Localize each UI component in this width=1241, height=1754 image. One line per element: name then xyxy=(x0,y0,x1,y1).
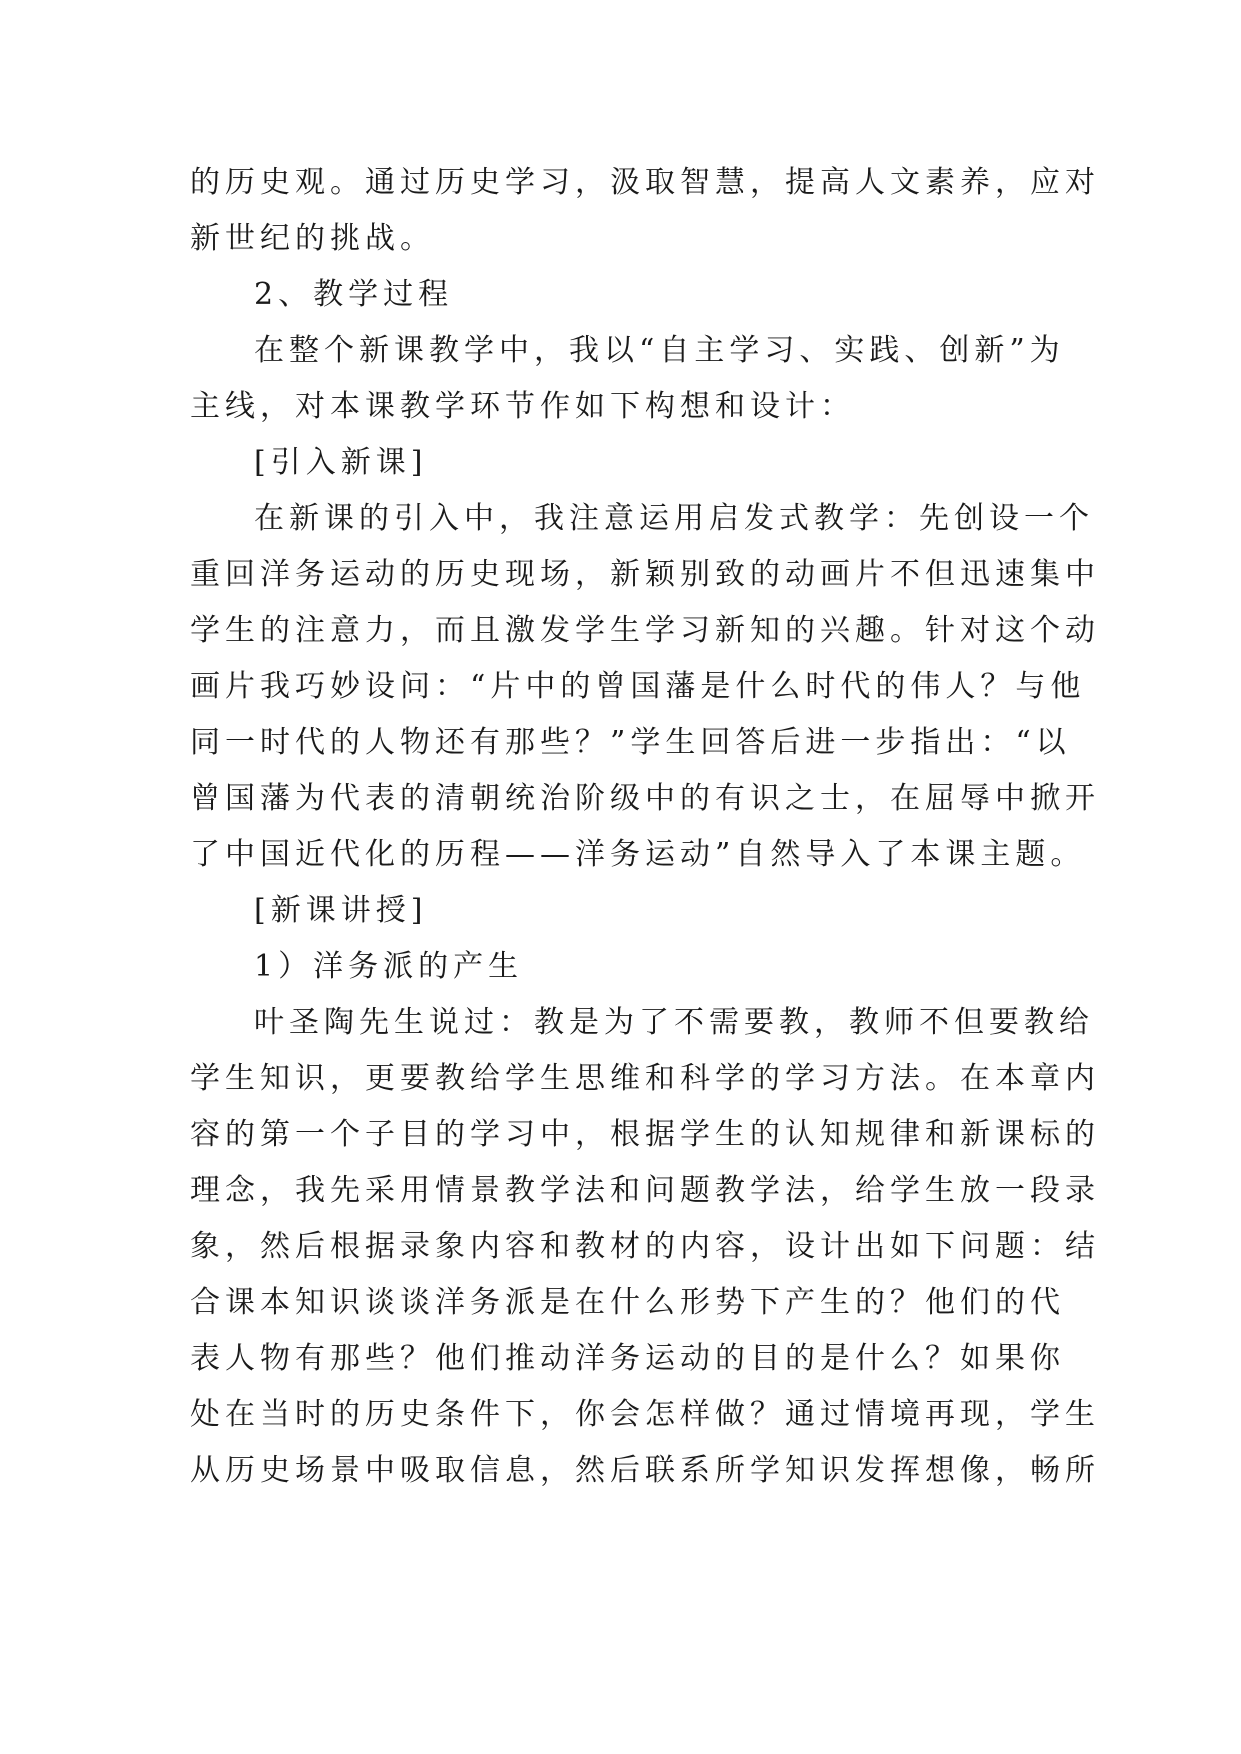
text-line: 学生知识，更要教给学生思维和科学的学习方法。在本章内 xyxy=(190,1061,1100,1096)
text-line: 从历史场景中吸取信息，然后联系所学知识发挥想像，畅所 xyxy=(190,1453,1100,1488)
text-line: 2、教学过程 xyxy=(254,277,454,312)
text-line: 画片我巧妙设问：“片中的曾国藩是什么时代的伟人？与他 xyxy=(190,669,1086,704)
text-line: [引入新课] xyxy=(254,445,428,480)
text-line: 容的第一个子目的学习中，根据学生的认知规律和新课标的 xyxy=(190,1117,1100,1152)
text-line: 了中国近代化的历程——洋务运动”自然导入了本课主题。 xyxy=(190,837,1086,872)
text-line: 处在当时的历史条件下，你会怎样做？通过情境再现，学生 xyxy=(190,1397,1100,1432)
text-line: 新世纪的挑战。 xyxy=(190,221,435,256)
text-line: 表人物有那些？他们推动洋务运动的目的是什么？如果你 xyxy=(190,1341,1065,1376)
text-line: 理念，我先采用情景教学法和问题教学法，给学生放一段录 xyxy=(190,1173,1100,1208)
text-line: 曾国藩为代表的清朝统治阶级中的有识之士，在屈辱中掀开 xyxy=(190,781,1100,816)
text-line: 1）洋务派的产生 xyxy=(254,949,524,984)
text-line: 在新课的引入中，我注意运用启发式教学：先创设一个 xyxy=(254,501,1094,536)
body-text xyxy=(190,155,1100,1499)
text-line: 的历史观。通过历史学习，汲取智慧，提高人文素养，应对 xyxy=(190,165,1100,200)
text-line: 学生的注意力，而且激发学生学习新知的兴趣。针对这个动 xyxy=(190,613,1100,648)
text-line: 在整个新课教学中，我以“自主学习、实践、创新”为 xyxy=(254,333,1065,368)
text-line: 合课本知识谈谈洋务派是在什么形势下产生的？他们的代 xyxy=(190,1285,1065,1320)
text-line: 象，然后根据录象内容和教材的内容，设计出如下问题：结 xyxy=(190,1229,1100,1264)
text-line: 主线，对本课教学环节作如下构想和设计： xyxy=(190,389,855,424)
text-line: 同一时代的人物还有那些？”学生回答后进一步指出：“以 xyxy=(190,725,1071,760)
text-line: 重回洋务运动的历史现场，新颖别致的动画片不但迅速集中 xyxy=(190,557,1100,592)
text-line: [新课讲授] xyxy=(254,893,428,928)
text-line: 叶圣陶先生说过：教是为了不需要教，教师不但要教给 xyxy=(254,1005,1094,1040)
